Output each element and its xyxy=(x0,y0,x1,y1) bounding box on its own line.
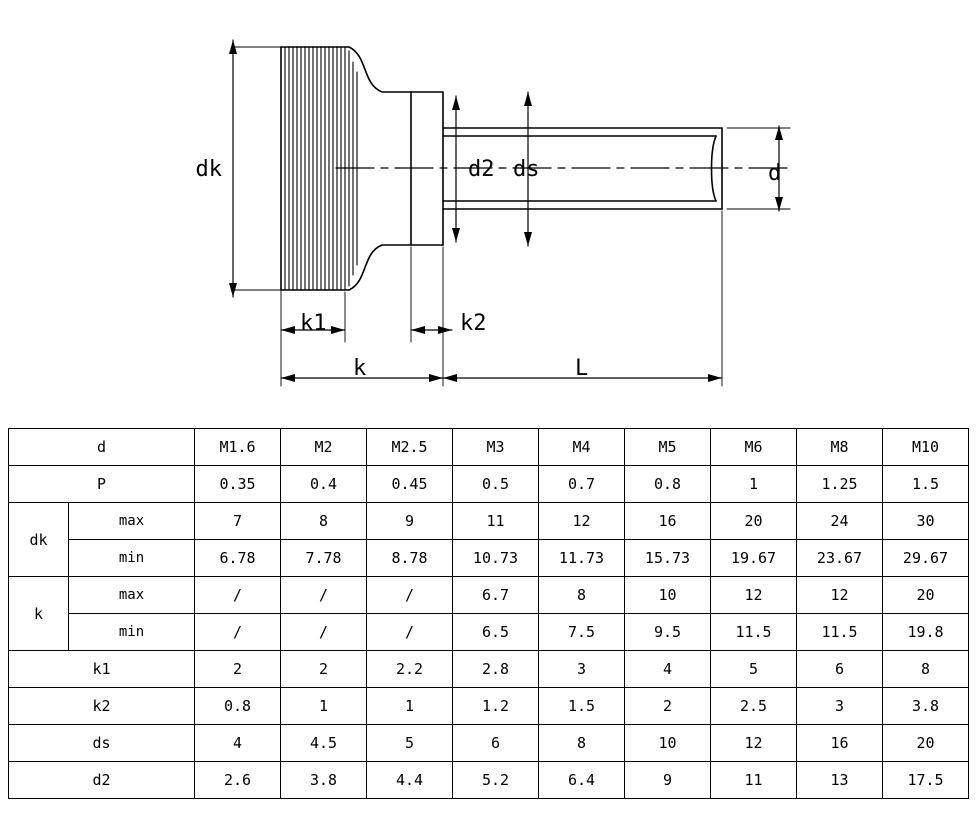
table-row xyxy=(9,688,969,725)
cell: 3 xyxy=(539,651,625,688)
cell: 2.5 xyxy=(711,688,797,725)
table-row xyxy=(9,651,969,688)
cell: 7.5 xyxy=(539,614,625,651)
d2-arrow-top xyxy=(452,96,460,110)
cell: 15.73 xyxy=(625,540,711,577)
row-label: P xyxy=(9,466,195,503)
table-row xyxy=(9,577,969,614)
cell: 6.5 xyxy=(453,614,539,651)
cell: 11.73 xyxy=(539,540,625,577)
cell: 6 xyxy=(797,651,883,688)
label-ds: ds xyxy=(513,157,540,182)
dimension-table xyxy=(8,428,969,799)
cell: / xyxy=(195,614,281,651)
k2-arrow-right xyxy=(438,326,452,334)
header-size: M1.6 xyxy=(195,429,281,466)
cell: 3.8 xyxy=(883,688,969,725)
cell: 6.7 xyxy=(453,577,539,614)
cell: 2 xyxy=(195,651,281,688)
cell: 6.4 xyxy=(539,762,625,799)
label-d: d xyxy=(768,161,782,186)
L-arrow-left xyxy=(443,374,457,382)
cell: / xyxy=(281,614,367,651)
cell: 20 xyxy=(883,725,969,762)
cell: 2 xyxy=(281,651,367,688)
head-fillet-bottom xyxy=(349,245,411,290)
row-label-dk: dk xyxy=(9,503,69,577)
cell: 8 xyxy=(281,503,367,540)
cell: 8.78 xyxy=(367,540,453,577)
row-label: ds xyxy=(9,725,195,762)
cell: 13 xyxy=(797,762,883,799)
cell: 1 xyxy=(367,688,453,725)
table-row xyxy=(9,762,969,799)
cell: 5.2 xyxy=(453,762,539,799)
cell: / xyxy=(367,577,453,614)
row-sublabel: max xyxy=(69,577,195,614)
row-sublabel: min xyxy=(69,614,195,651)
cell: 12 xyxy=(797,577,883,614)
label-k: k xyxy=(353,356,367,381)
cell: 24 xyxy=(797,503,883,540)
header-size: M2.5 xyxy=(367,429,453,466)
k1-arrow-right xyxy=(331,326,345,334)
cell: 4.4 xyxy=(367,762,453,799)
label-k2: k2 xyxy=(460,311,487,336)
cell: 17.5 xyxy=(883,762,969,799)
header-size: M6 xyxy=(711,429,797,466)
cell: 11 xyxy=(711,762,797,799)
cell: 0.7 xyxy=(539,466,625,503)
table-row xyxy=(9,466,969,503)
ds-arrow-bottom xyxy=(524,232,532,246)
header-size: M5 xyxy=(625,429,711,466)
d2-arrow-bottom xyxy=(452,228,460,242)
cell: 0.35 xyxy=(195,466,281,503)
cell: 10 xyxy=(625,577,711,614)
cell: 3 xyxy=(797,688,883,725)
cell: 5 xyxy=(367,725,453,762)
cell: 19.8 xyxy=(883,614,969,651)
cell: / xyxy=(281,577,367,614)
header-size: M8 xyxy=(797,429,883,466)
cell: 0.8 xyxy=(195,688,281,725)
cell: 8 xyxy=(539,725,625,762)
cell: 20 xyxy=(883,577,969,614)
row-sublabel: max xyxy=(69,503,195,540)
cell: 4 xyxy=(625,651,711,688)
cell: 19.67 xyxy=(711,540,797,577)
cell: 9 xyxy=(367,503,453,540)
cell: 7 xyxy=(195,503,281,540)
table-header-row xyxy=(9,429,969,466)
cell: 1.5 xyxy=(883,466,969,503)
cell: 20 xyxy=(711,503,797,540)
cell: 29.67 xyxy=(883,540,969,577)
ds-arrow-top xyxy=(524,92,532,106)
cell: 1.5 xyxy=(539,688,625,725)
cell: 23.67 xyxy=(797,540,883,577)
cell: 1 xyxy=(281,688,367,725)
cell: 2.6 xyxy=(195,762,281,799)
k-arrow-right xyxy=(429,374,443,382)
cell: 0.8 xyxy=(625,466,711,503)
row-label: d2 xyxy=(9,762,195,799)
row-sublabel: min xyxy=(69,540,195,577)
cell: 4.5 xyxy=(281,725,367,762)
k-arrow-left xyxy=(281,374,295,382)
cell: 11 xyxy=(453,503,539,540)
cell: 6.78 xyxy=(195,540,281,577)
cell: 12 xyxy=(711,577,797,614)
row-label-k: k xyxy=(9,577,69,651)
cell: 11.5 xyxy=(711,614,797,651)
cell: 10 xyxy=(625,725,711,762)
head-fillet-top xyxy=(349,47,411,92)
L-arrow-right xyxy=(708,374,722,382)
header-size: M3 xyxy=(453,429,539,466)
cell: 2.8 xyxy=(453,651,539,688)
cell: / xyxy=(195,577,281,614)
cell: 0.4 xyxy=(281,466,367,503)
cell: 0.5 xyxy=(453,466,539,503)
cell: 4 xyxy=(195,725,281,762)
cell: 1.25 xyxy=(797,466,883,503)
cell: 6 xyxy=(453,725,539,762)
cell: / xyxy=(367,614,453,651)
row-label: k2 xyxy=(9,688,195,725)
table-row xyxy=(9,725,969,762)
label-L: L xyxy=(575,356,589,381)
cell: 5 xyxy=(711,651,797,688)
cell: 2.2 xyxy=(367,651,453,688)
header-size: M2 xyxy=(281,429,367,466)
label-d2: d2 xyxy=(468,157,495,182)
cell: 16 xyxy=(797,725,883,762)
table-row xyxy=(9,503,969,540)
cell: 1.2 xyxy=(453,688,539,725)
header-size: M4 xyxy=(539,429,625,466)
cell: 2 xyxy=(625,688,711,725)
cell: 16 xyxy=(625,503,711,540)
row-label: k1 xyxy=(9,651,195,688)
cell: 30 xyxy=(883,503,969,540)
cell: 1 xyxy=(711,466,797,503)
header-size: M10 xyxy=(883,429,969,466)
k2-arrow-left xyxy=(411,326,425,334)
label-k1: k1 xyxy=(300,311,327,336)
cell: 12 xyxy=(539,503,625,540)
table-row xyxy=(9,540,969,577)
cell: 7.78 xyxy=(281,540,367,577)
label-dk: dk xyxy=(195,157,222,182)
table-row xyxy=(9,614,969,651)
cell: 9 xyxy=(625,762,711,799)
header-label-d: d xyxy=(9,429,195,466)
cell: 12 xyxy=(711,725,797,762)
cell: 9.5 xyxy=(625,614,711,651)
cell: 11.5 xyxy=(797,614,883,651)
cell: 0.45 xyxy=(367,466,453,503)
k1-arrow-left xyxy=(281,326,295,334)
cell: 10.73 xyxy=(453,540,539,577)
cell: 8 xyxy=(539,577,625,614)
cell: 3.8 xyxy=(281,762,367,799)
cell: 8 xyxy=(883,651,969,688)
